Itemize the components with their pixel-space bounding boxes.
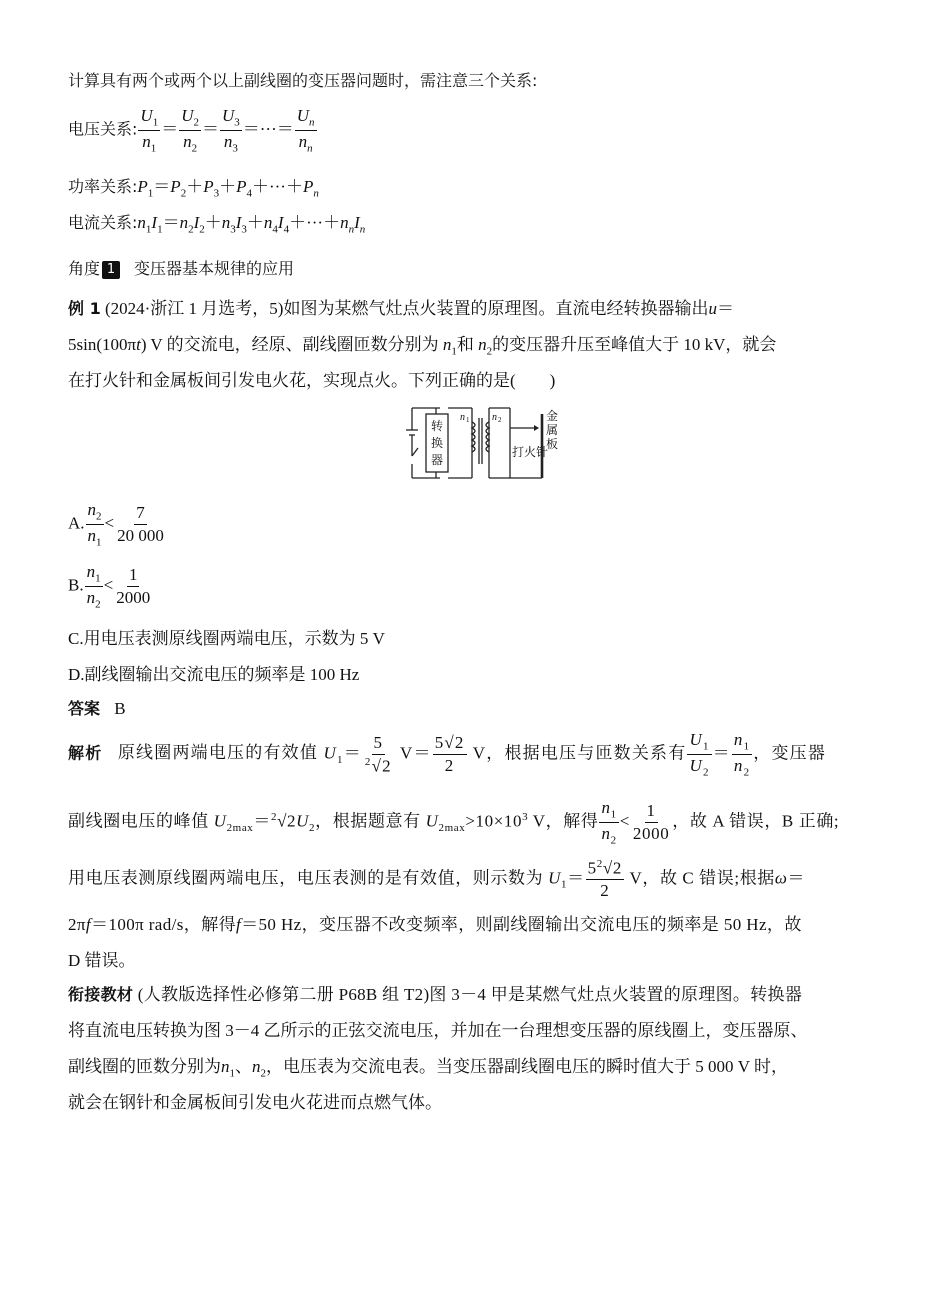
link-label: 衔接教材 <box>68 985 134 1004</box>
voltage-relation: 电压关系: $\frac{U_1}{n_1}$ ＝ $\frac{U_2}{n_2}$ ＝ $\frac{U_3}{n_3}$ ＝···＝ $\frac{U_n}{n_n}$ <box>68 106 315 155</box>
answer-value: B <box>114 699 126 718</box>
fraction-u1-n1: $\frac{U_1}{n_1}$ <box>140 106 159 155</box>
example-line-3: 在打火针和金属板间引发电火花，实现点火。下列正确的是( ) <box>68 371 556 390</box>
option-d[interactable]: D.副线圈输出交流电压的频率是 100 Hz <box>68 665 360 684</box>
intro-text: 计算具有两个或两个以上副线圈的变压器问题时，需注意三个关系: <box>68 71 538 90</box>
fraction-un-nn: $\frac{U_n}{n_n}$ <box>296 106 315 155</box>
link-line-1: 衔接教材 (人教版选择性必修第二册 P68B 组 T2)图 3－4 甲是某燃气灶点火装置的原理图。转换器 <box>68 985 803 1004</box>
link-line-4: 就会在钢针和金属板间引发电火花进而点燃气体。 <box>68 1093 442 1112</box>
voltage-label: 电压关系: <box>68 119 138 139</box>
answer-line <box>68 696 126 719</box>
plate-label-2: 属 <box>545 423 559 437</box>
option-c[interactable]: C.用电压表测原线圈两端电压，示数为 5 V <box>68 629 385 648</box>
example-label: 例 1 <box>68 299 101 318</box>
needle-label: 打火针 <box>511 445 549 459</box>
plate-label-3: 板 <box>545 437 559 451</box>
example-line-1: 例 1 (2024·浙江 1 月选考，5)如图为某燃气灶点火装置的原理图。直流电经转换器输出u＝ <box>68 299 734 318</box>
option-b[interactable]: B. $\frac{n_1}{n_2}$ < $\frac{1}{2000}$ <box>68 562 151 611</box>
converter-label-1: 转 <box>430 419 444 433</box>
example-line-2: 5sin(100πt) V 的交流电，经原、副线圈匝数分别为 $n_1$和 $n_2$的变压器升压至峰值大于 10 kV，就会 <box>68 335 777 358</box>
fraction-u2-n2: $\frac{U_2}{n_2}$ <box>181 106 199 155</box>
current-label: 电流关系: <box>68 213 138 232</box>
answer-label: 答案 <box>68 699 101 718</box>
svg-text:1: 1 <box>466 416 470 424</box>
svg-text:2: 2 <box>498 416 502 424</box>
angle-number-badge: 1 <box>102 261 120 279</box>
analysis-line-2: 副线圈电压的峰值 $U_{2max}=^2√2U_2$，根据题意有 $U_{2max}>10\times 10^3$ V，解得 $\frac{n_1}{n_2}$ < $\frac{1}{2000}$ ，故 A 错误，B 正确; <box>68 798 840 847</box>
analysis-line-4: 2πf＝100π rad/s，解得f＝50 Hz，变压器不改变频率，则副线圈输出交流电压的频率是 50 Hz，故 <box>68 915 802 934</box>
power-relation: 功率关系$:P_1=P_2+P_3+P_4+\cdot\cdot\cdot+P_n$ <box>68 177 319 200</box>
converter-label-3: 器 <box>430 453 444 467</box>
analysis-line-5: D 错误。 <box>68 951 136 970</box>
section-heading: 角度 1 变压器基本规律的应用 <box>68 259 295 278</box>
link-line-2: 将直流电压转换为图 3－4 乙所示的正弦交流电压，并加在一台理想变压器的原线圈上，变压器原、 <box>68 1021 808 1040</box>
primary-turns-label: n <box>460 412 465 423</box>
secondary-turns-label: n <box>492 412 497 423</box>
option-a[interactable]: A. $\frac{n_2}{n_1}$ < $\frac{7}{20 000}$ <box>68 500 164 549</box>
analysis-line-1: 解析 原线圈两端电压的有效值 $U_1=$ $\frac{5}{^2√2}$ V＝ $\frac{5√2}{2}$ V，根据电压与匝数关系有 $\frac{U_1}{U_2}$ ＝ $\frac{n_1}{n_2}$ ，变压器 <box>68 730 827 779</box>
fraction-u3-n3: $\frac{U_3}{n_3}$ <box>221 106 240 155</box>
converter-label-2: 换 <box>430 436 444 450</box>
ignition-circuit-diagram <box>406 404 559 482</box>
link-line-3: 副线圈的匝数分别为$n_1$、$n_2$，电压表为交流电表。当变压器副线圈电压的瞬时值大于 5 000 V 时， <box>68 1057 788 1080</box>
analysis-line-3: 用电压表测原线圈两端电压，电压表测的是有效值，则示数为 $U_1=$ $\frac{5^2√2}{2}$ V，故 C 错误;根据ω＝ <box>68 858 806 901</box>
plate-label-1: 金 <box>545 409 559 423</box>
power-label: 功率关系: <box>68 177 138 196</box>
analysis-label: 解析 <box>68 743 103 763</box>
section-title: 变压器基本规律的应用 <box>134 259 295 278</box>
current-relation: 电流关系$:n_1I_1=n_2I_2+n_3I_3+n_4I_4+\cdot\cdot\cdot+n_nI_n$ <box>68 213 366 236</box>
